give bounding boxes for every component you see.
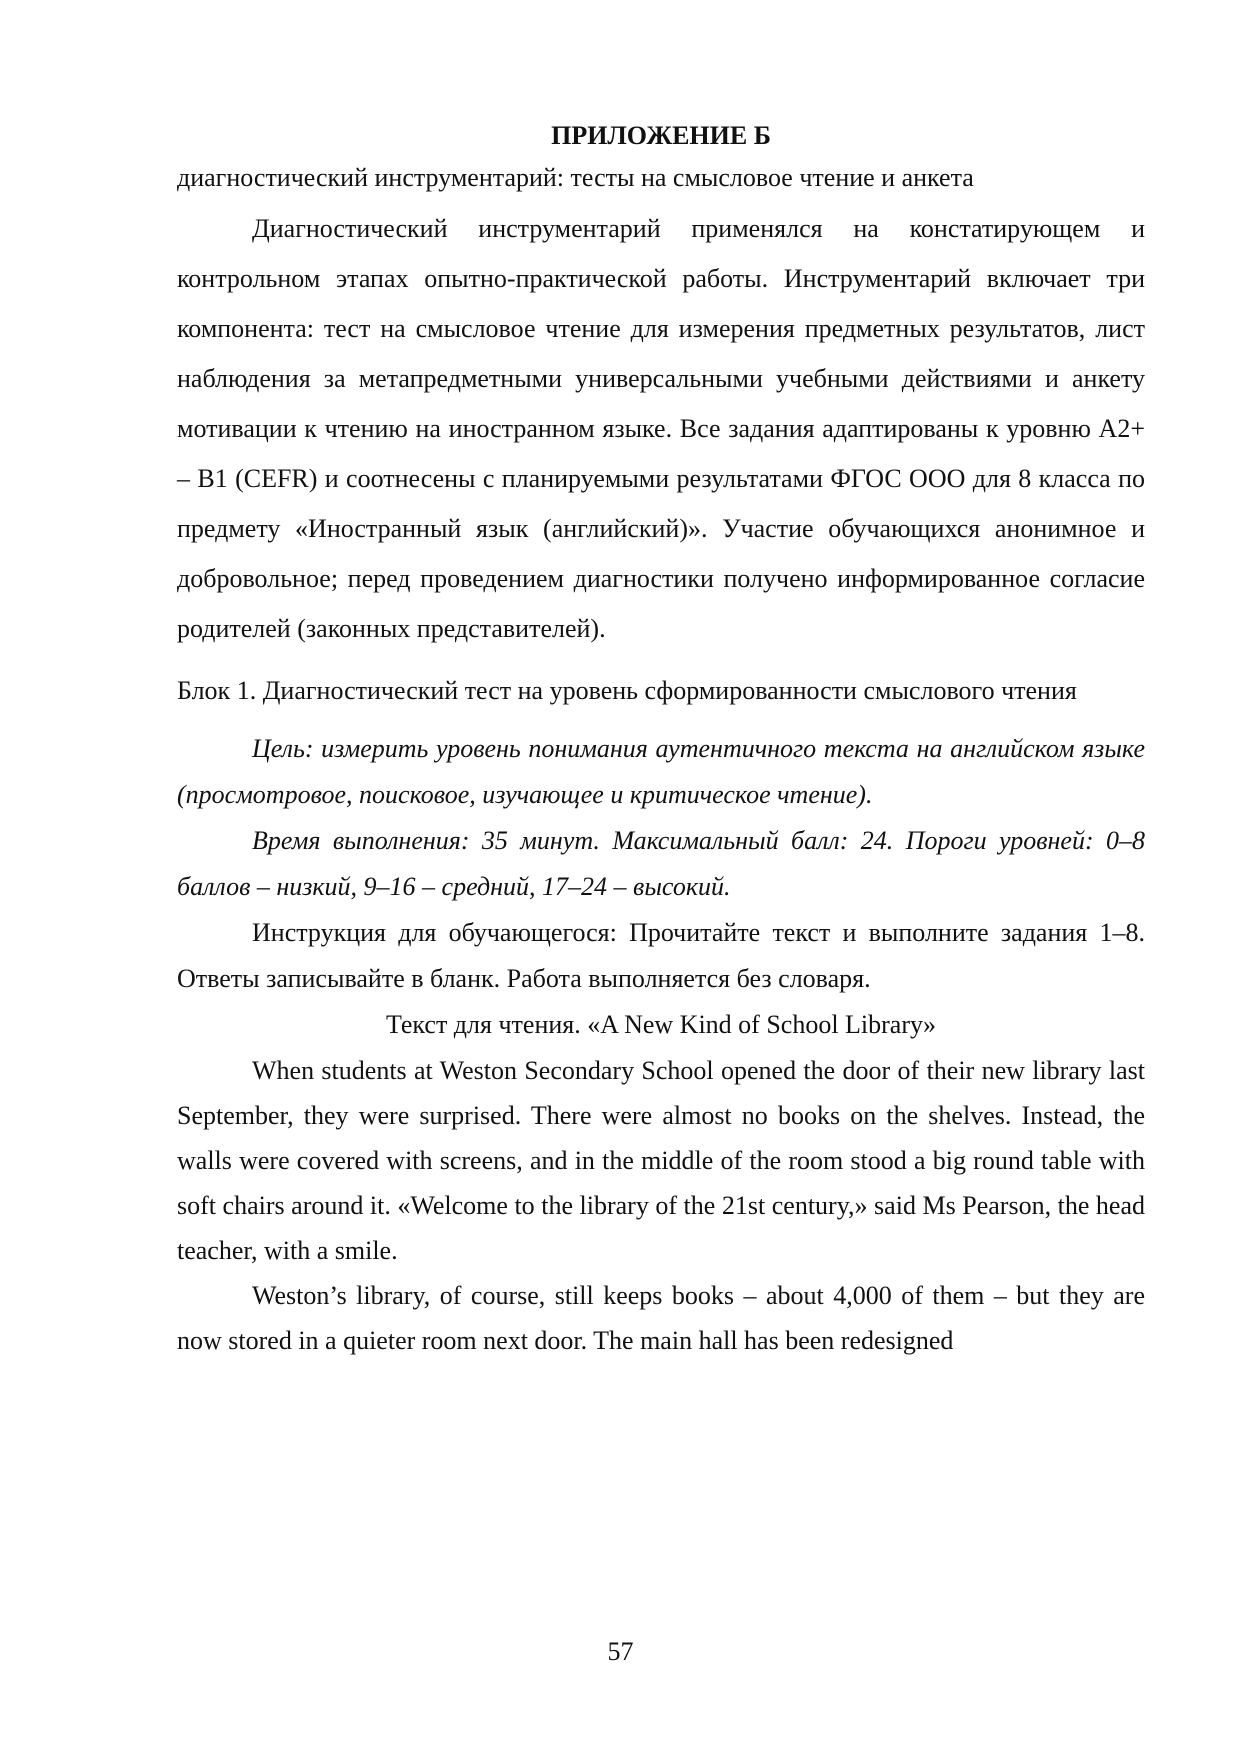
- instruction-paragraph: Инструкция для обучающегося: Прочитайте текст и выполните задания 1–8. Ответы записывайте в бланк. Работа выполняется без словаря.: [177, 918, 1145, 993]
- appendix-heading: ПРИЛОЖЕНИЕ Б: [551, 121, 771, 150]
- time-info-paragraph: Время выполнения: 35 минут. Максимальный балл: 24. Пороги уровней: 0–8 баллов – низкий, 9–16 – средний, 17–24 – высокий.: [177, 826, 1145, 901]
- reading-paragraph: When students at Weston Secondary School opened the door of their new library last September, they were surprised. There were almost no books on the shelves. Instead, the walls were covered with screens, and in the middle of the room stood a big round table with soft chairs around it. «Welcome to the library of the 21st century,» said Ms Pearson, the head teacher, with a smile.: [177, 1056, 1145, 1265]
- block1-title: Блок 1. Диагностический тест на уровень сформированности смыслового чтения: [177, 676, 1077, 705]
- appendix-subheading: диагностический инструментарий: тесты на смысловое чтение и анкета: [177, 163, 974, 192]
- page-number: 57: [607, 1637, 634, 1666]
- reading-text-title: Текст для чтения. «A New Kind of School Library»: [385, 1010, 937, 1039]
- intro-paragraph: Диагностический инструментарий применялся на констатирующем и контрольном этапах опытно-практической работы. Инструментарий включает три компонента: тест на смысловое чтение для измерения предметных результатов, лист наблюдения за метапредметными универсальными учебными действиями и анкету мотивации к чтению на иностранном языке. Все задания адаптированы к уровню A2+ – B1 (CEFR) и соотнесены с планируемыми результатами ФГОС ООО для 8 класса по предмету «Иностранный язык (английский)». Участие обучающихся анонимное и добровольное; перед проведением диагностики получено информированное согласие родителей (законных представителей).: [177, 214, 1145, 643]
- page-content: [177, 112, 1145, 1363]
- goal-paragraph: Цель: измерить уровень понимания аутентичного текста на английском языке (просмотровое, поисковое, изучающее и критическое чтение).: [177, 734, 1145, 809]
- reading-paragraph: Weston’s library, of course, still keeps books – about 4,000 of them – but they are now stored in a quieter room next door. The main hall has been redesigned: [177, 1281, 1145, 1355]
